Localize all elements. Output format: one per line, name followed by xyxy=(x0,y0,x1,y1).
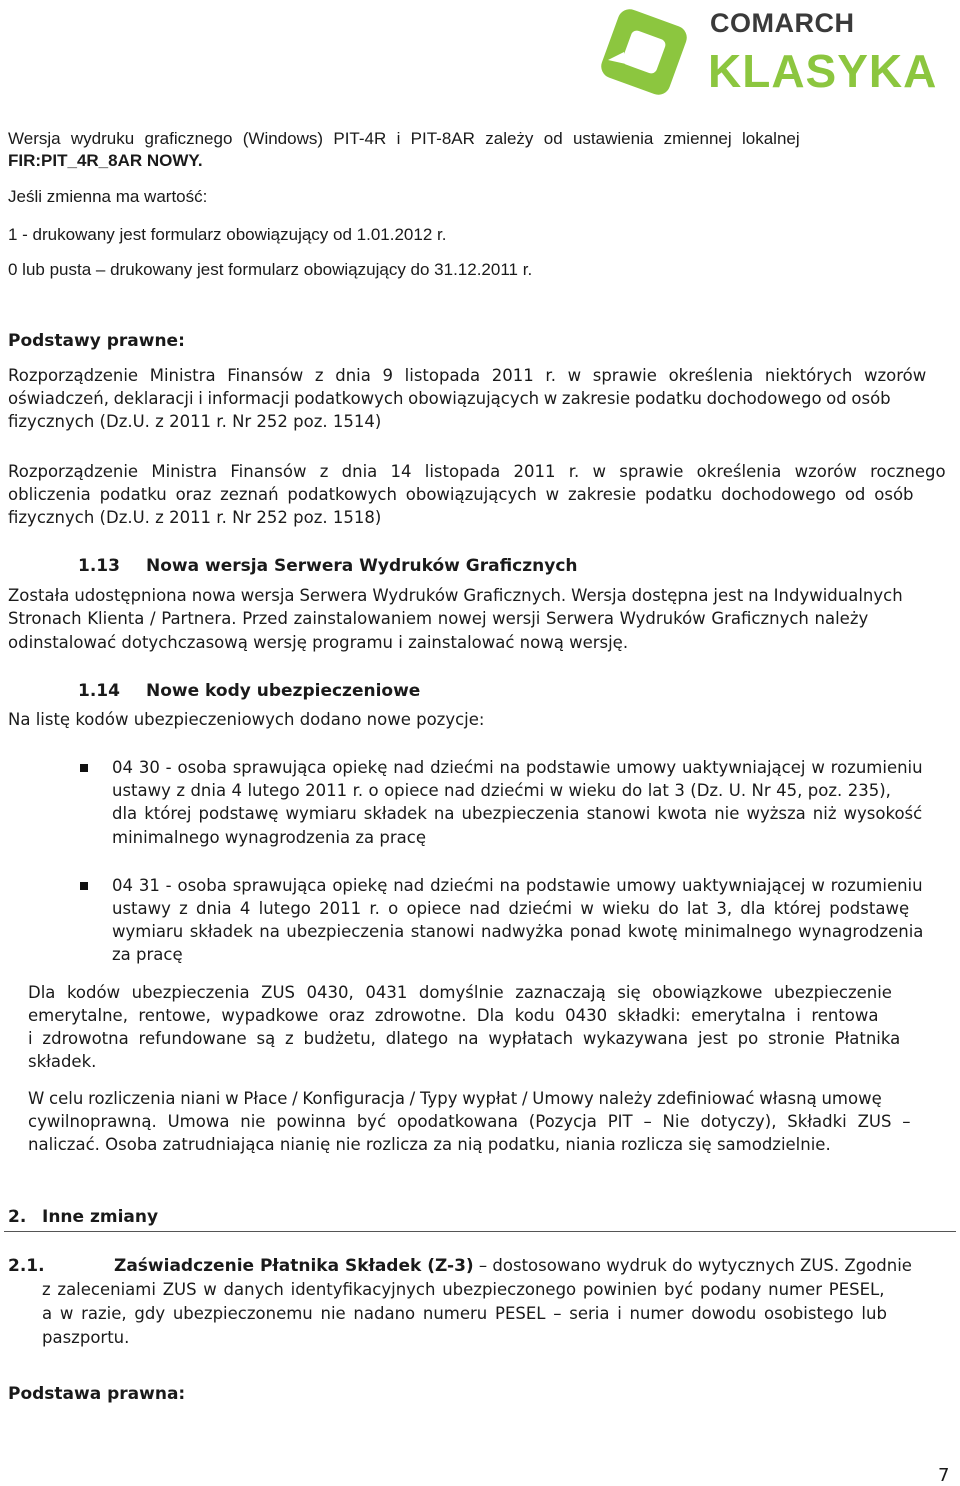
code-0431-line-3: wymiaru składek na ubezpieczenia stanowi nadwyżka ponad kwotę minimalnego wynagrodzenia xyxy=(112,922,924,941)
section-2-1-line-2: z zaleceniami ZUS w danych identyfikacyjnych ubezpieczonego powinien być podany numer PESEL, xyxy=(42,1280,885,1299)
code-0431-line-2: ustawy z dnia 4 lutego 2011 r. o opiece nad dziećmi w wieku do lat 3, dla której podstawę xyxy=(112,899,910,918)
section-1-14-number: 1.14 xyxy=(78,681,120,701)
logo-comarch-text: COMARCH xyxy=(710,8,855,38)
legal-basis-heading-2: Podstawa prawna: xyxy=(8,1384,186,1404)
code-0430-line-1: 04 30 - osoba sprawująca opiekę nad dziećmi na podstawie umowy uaktywniającej w rozumieniu xyxy=(112,758,923,777)
page-number: 7 xyxy=(938,1465,950,1486)
logo-klasyka-text: KLASYKA xyxy=(708,45,938,97)
section-1-13-number: 1.13 xyxy=(78,556,120,576)
section-2-1-line-4: paszportu. xyxy=(42,1328,130,1347)
value-1-description: 1 - drukowany jest formularz obowiązujący od 1.01.2012 r. xyxy=(8,225,447,244)
section-2-number: 2. xyxy=(8,1207,27,1227)
section-1-13-line-2: Stronach Klienta / Partnera. Przed zainstalowaniem nowej wersji Serwera Wydruków Graficznych należy xyxy=(8,609,869,628)
nanny-para-line-1: W celu rozliczenia niani w Płace / Konfiguracja / Typy wypłat / Umowy należy zdefiniować własną umowę xyxy=(28,1089,882,1108)
comarch-logo-icon xyxy=(586,4,706,100)
zus-codes-para-line-1: Dla kodów ubezpieczenia ZUS 0430, 0431 domyślnie zaznaczają się obowiązkowe ubezpieczenie xyxy=(28,983,892,1002)
code-0430-line-3: dla której podstawę wymiaru składek na ubezpieczenia stanowi kwota nie wyższa niż wysokość xyxy=(112,804,923,823)
section-1-14-intro: Na listę kodów ubezpieczeniowych dodano nowe pozycje: xyxy=(8,710,485,729)
regulation-2-line-1: Rozporządzenie Ministra Finansów z dnia 14 listopada 2011 r. w sprawie określenia wzorów rocznego xyxy=(8,462,946,481)
code-0430-line-2: ustawy z dnia 4 lutego 2011 r. o opiece nad dziećmi w wieku do lat 3 (Dz. U. Nr 45, poz. 235), xyxy=(112,781,891,800)
nanny-para-line-2: cywilnoprawną. Umowa nie powinna być opodatkowana (Pozycja PIT – Nie dotyczy), Składki ZUS – xyxy=(28,1112,911,1131)
section-2-1-line-3: a w razie, gdy ubezpieczonemu nie nadano numeru PESEL – seria i numer dowodu osobistego lub xyxy=(42,1304,887,1323)
section-2-title: Inne zmiany xyxy=(42,1207,159,1227)
section-1-14-title: Nowe kody ubezpieczeniowe xyxy=(146,681,421,701)
section-1-13-line-1: Została udostępniona nowa wersja Serwera Wydruków Graficznych. Wersja dostępna jest na Indywidualnych xyxy=(8,586,903,605)
nanny-para-line-3: naliczać. Osoba zatrudniająca nianię nie rozlicza za nią podatku, niania rozlicza się samodzielnie. xyxy=(28,1135,831,1154)
code-0430-line-4: minimalnego wynagrodzenia za pracę xyxy=(112,828,426,847)
regulation-1-line-3: fizycznych (Dz.U. z 2011 r. Nr 252 poz. 1514) xyxy=(8,412,382,431)
intro-line-1 xyxy=(8,128,953,150)
regulation-1-line-2: oświadczeń, deklaracji i informacji podatkowych obowiązujących w zakresie podatku dochodowego od osób xyxy=(8,389,891,408)
value-0-description: 0 lub pusta – drukowany jest formularz obowiązujący do 31.12.2011 r. xyxy=(8,260,533,279)
section-2-1-number: 2.1. xyxy=(8,1256,45,1276)
regulation-1-line-1: Rozporządzenie Ministra Finansów z dnia 9 listopada 2011 r. w sprawie określenia niektórych wzorów xyxy=(8,366,927,385)
section-1-13-line-3: odinstalować dotychczasową wersję programu i zainstalować nową wersję. xyxy=(8,633,629,652)
legal-basis-heading: Podstawy prawne: xyxy=(8,331,185,351)
bullet-square-icon xyxy=(80,882,88,890)
comarch-klasyka-logo xyxy=(586,4,938,100)
intro-text: Wersja wydruku graficznego (Windows) PIT-4R i PIT-8AR zależy od ustawienia zmiennej lokalnej xyxy=(8,129,800,148)
zus-codes-para-line-3: i zdrowotna refundowane są z budżetu, dlatego na wypłatach wykazywana jest po stronie Płatnika xyxy=(28,1029,901,1048)
code-0431-line-4: za pracę xyxy=(112,945,183,964)
zus-codes-para-line-4: składek. xyxy=(28,1052,97,1071)
section-2-1-title: Zaświadczenie Płatnika Składek (Z-3) xyxy=(114,1256,474,1276)
variable-values-label: Jeśli zmienna ma wartość: xyxy=(8,187,208,206)
section-1-13-title: Nowa wersja Serwera Wydruków Graficznych xyxy=(146,556,578,576)
section-divider xyxy=(4,1231,956,1232)
regulation-2-line-2: obliczenia podatku oraz zeznań podatkowych obowiązujących w zakresie podatku dochodowego od osób xyxy=(8,485,914,504)
section-2-1-line-1 xyxy=(114,1255,912,1277)
zus-codes-para-line-2: emerytalne, rentowe, wypadkowe oraz zdrowotne. Dla kodu 0430 składki: emerytalna i rentowa xyxy=(28,1006,879,1025)
section-2-1-intro-text: – dostosowano wydruk do wytycznych ZUS. Zgodnie xyxy=(473,1256,912,1275)
bullet-square-icon xyxy=(80,764,88,772)
fir-variable-name: FIR:PIT_4R_8AR NOWY. xyxy=(8,151,203,170)
regulation-2-line-3: fizycznych (Dz.U. z 2011 r. Nr 252 poz. 1518) xyxy=(8,508,382,527)
code-0431-line-1: 04 31 - osoba sprawująca opiekę nad dziećmi na podstawie umowy uaktywniającej w rozumieniu xyxy=(112,876,923,895)
